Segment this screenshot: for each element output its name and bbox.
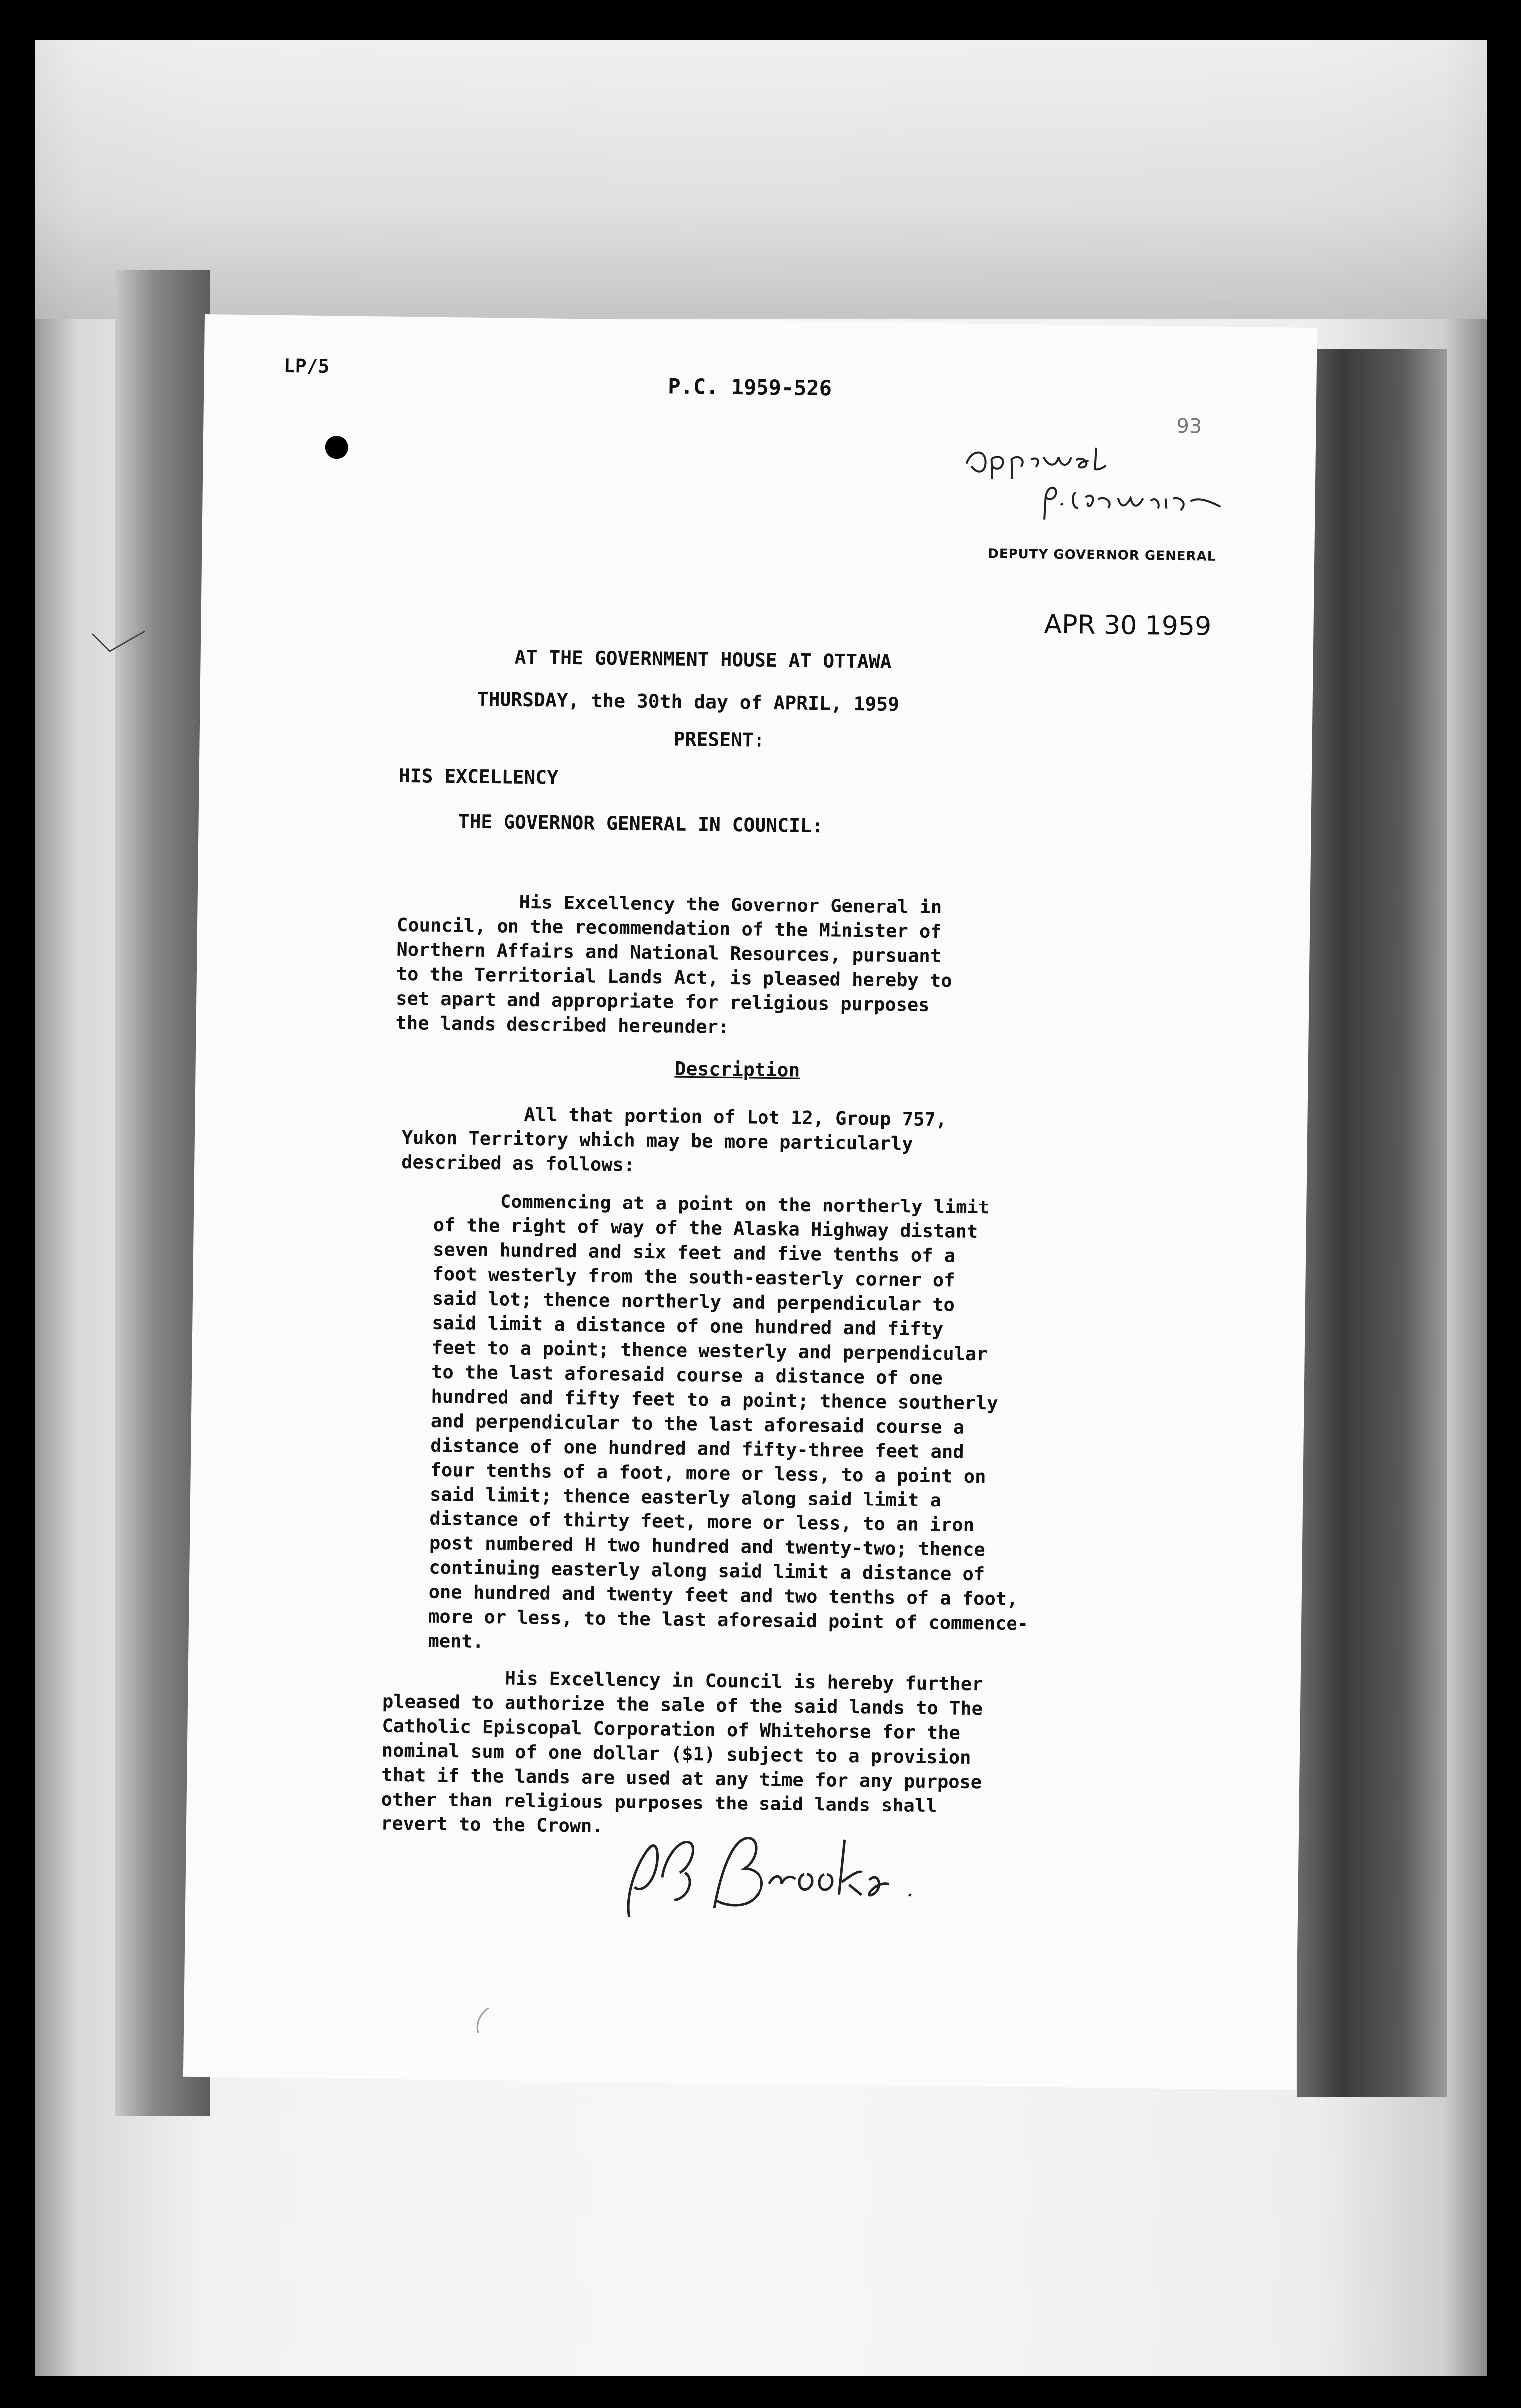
closing-paragraph xyxy=(381,1665,983,1843)
microfilm-shade xyxy=(35,40,1487,319)
intro-paragraph xyxy=(395,889,953,1042)
description-paragraph xyxy=(428,1189,1033,1661)
description-line: one hundred and twenty feet and two tenths of a foot, xyxy=(428,1581,1018,1610)
intro-line: the lands described hereunder: xyxy=(395,1012,730,1038)
closing-line: His Excellency in Council is hereby further xyxy=(382,1666,983,1695)
intro-line: Council, on the recommendation of the Minister of xyxy=(396,914,942,943)
margin-check-mark xyxy=(90,629,150,659)
margin-number: 93 xyxy=(1176,414,1202,438)
date-stamp: APR 30 1959 xyxy=(1044,609,1212,642)
intro-line: to the Territorial Lands Act, is pleased hereby to xyxy=(396,963,952,992)
description-line: to the last aforesaid course a distance of one xyxy=(431,1361,943,1389)
description-line: post numbered H two hundred and twenty-two; thence xyxy=(429,1532,985,1561)
closing-line: nominal sum of one dollar ($1) subject to a provision xyxy=(381,1739,971,1768)
portion-line: Yukon Territory which may be more particularly xyxy=(401,1126,913,1155)
description-line: feet to a point; thence westerly and perpendicular xyxy=(431,1336,988,1365)
order-in-council-page xyxy=(183,314,1317,2090)
closing-line: other than religious purposes the said lands shall xyxy=(381,1788,937,1817)
description-line: continuing easterly along said limit a distance of xyxy=(429,1556,985,1585)
place-heading: AT THE GOVERNMENT HOUSE AT OTTAWA xyxy=(514,646,892,673)
file-reference: LP/5 xyxy=(283,354,330,378)
order-number: P.C. 1959-526 xyxy=(668,374,832,401)
section-title: Description xyxy=(674,1057,800,1081)
description-line: distance of thirty feet, more or less, to an iron xyxy=(429,1507,975,1536)
intro-line: Northern Affairs and National Resources, pursuant xyxy=(396,938,942,967)
description-line: distance of one hundred and fifty-three feet and xyxy=(430,1434,964,1463)
intro-line: set apart and appropriate for religious purposes xyxy=(396,987,930,1016)
his-excellency-label: HIS EXCELLENCY xyxy=(398,764,559,789)
description-line: of the right of way of the Alaska Highway distant xyxy=(433,1214,978,1243)
description-line: Commencing at a point on the northerly limit xyxy=(433,1190,990,1218)
deputy-governor-general-title: DEPUTY GOVERNOR GENERAL xyxy=(988,546,1216,564)
description-line: said lot; thence northerly and perpendicular to xyxy=(432,1287,955,1316)
page-shadow-right xyxy=(1297,349,1447,2097)
stray-mark xyxy=(468,2005,499,2036)
closing-line: revert to the Crown. xyxy=(380,1812,603,1837)
portion-paragraph xyxy=(401,1101,947,1181)
description-line: said limit a distance of one hundred and fifty xyxy=(432,1312,944,1340)
council-label: THE GOVERNOR GENERAL IN COUNCIL: xyxy=(458,810,823,837)
closing-line: that if the lands are used at any time for any purpose xyxy=(381,1764,982,1793)
present-label: PRESENT: xyxy=(673,728,765,751)
closing-line: pleased to authorize the sale of the said lands to The xyxy=(382,1690,983,1720)
date-line: THURSDAY, the 30th day of APRIL, 1959 xyxy=(477,688,900,716)
description-line: said limit; thence easterly along said limit a xyxy=(429,1483,942,1511)
intro-line: His Excellency the Governor General in xyxy=(397,890,942,918)
closing-line: Catholic Episcopal Corporation of Whitehorse for the xyxy=(382,1715,961,1744)
description-line: more or less, to the last aforesaid point of commence- xyxy=(428,1605,1029,1635)
description-line: hundred and fifty feet to a point; thence southerly xyxy=(431,1385,998,1414)
description-line: four tenths of a foot, more or less, to a point on xyxy=(430,1459,986,1488)
description-line: seven hundred and six feet and five tenths of a xyxy=(432,1238,956,1267)
approval-handwriting xyxy=(961,444,1281,528)
hole-punch xyxy=(325,436,348,459)
description-line: foot westerly from the south-easterly corner of xyxy=(432,1263,955,1291)
portion-line: described as follows: xyxy=(401,1151,635,1176)
description-line: and perpendicular to the last aforesaid course a xyxy=(430,1410,965,1438)
signature xyxy=(609,1817,1020,1932)
description-line: ment. xyxy=(428,1630,484,1653)
portion-line: All that portion of Lot 12, Group 757, xyxy=(402,1102,947,1131)
